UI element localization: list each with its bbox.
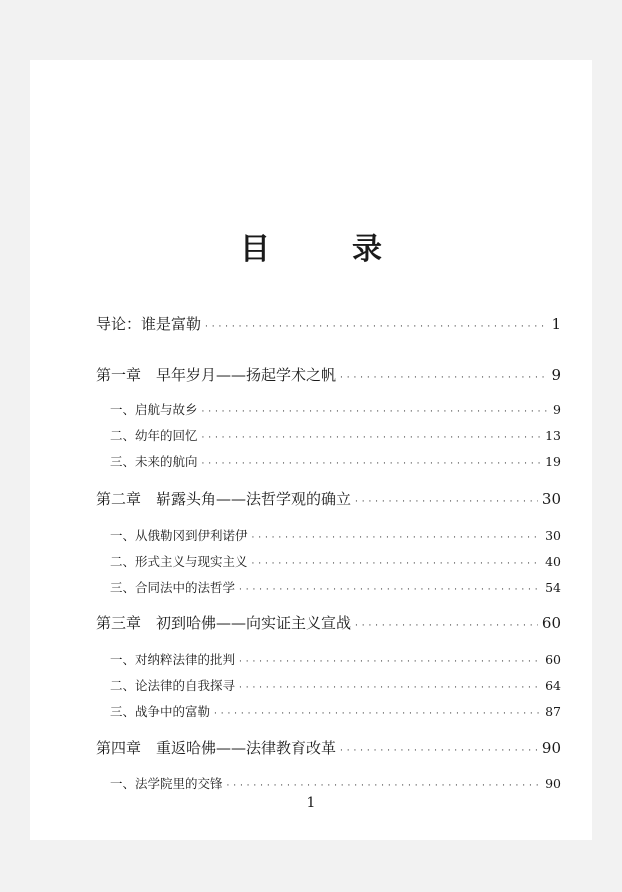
toc-entry-page: 64	[545, 678, 561, 693]
toc-entry-section[interactable]	[110, 676, 561, 694]
toc-entry-page: 40	[545, 554, 561, 569]
toc-entry-section[interactable]	[110, 650, 561, 668]
toc-entry-page: 87	[545, 704, 561, 719]
toc-entry-label: 一、从俄勒冈到伊利诺伊	[110, 528, 248, 543]
dot-leader	[202, 407, 550, 417]
toc-entry-label: 导论：谁是富勒	[96, 315, 202, 333]
dot-leader	[205, 322, 547, 332]
toc-entry-section[interactable]	[110, 552, 561, 570]
toc-entry-page: 60	[545, 652, 561, 667]
toc-entry-page: 1	[551, 315, 561, 333]
toc-entry-label: 一、法学院里的交锋	[110, 776, 223, 791]
toc-entry-label: 三、未来的航向	[110, 454, 198, 469]
toc-entry-page: 13	[545, 428, 561, 443]
dot-leader	[252, 533, 542, 543]
toc-entry-label: 第二章 崭露头角——法哲学观的确立	[96, 490, 352, 508]
toc-entry-section[interactable]	[110, 578, 561, 596]
toc-entry-page: 54	[545, 580, 561, 595]
toc-entry-label: 三、合同法中的法哲学	[110, 580, 236, 595]
toc-entry-section[interactable]	[110, 526, 561, 544]
toc-entry-section[interactable]	[110, 400, 561, 418]
toc-entry-section[interactable]	[110, 426, 561, 444]
dot-leader	[214, 709, 541, 719]
toc-entry-page: 30	[541, 490, 561, 508]
toc-entry-label: 第一章 早年岁月——扬起学术之帆	[96, 366, 337, 384]
toc-entry-label: 第四章 重返哈佛——法律教育改革	[96, 739, 337, 757]
toc-entry-section[interactable]	[110, 452, 561, 470]
toc-entry-page: 90	[545, 776, 561, 791]
dot-leader	[355, 621, 538, 631]
dot-leader	[355, 497, 538, 507]
toc-entry-label: 一、启航与故乡	[110, 402, 198, 417]
toc-entry-page: 9	[553, 402, 561, 417]
toc-entry-label: 第三章 初到哈佛——向实证主义宣战	[96, 614, 352, 632]
toc-entry-label: 二、论法律的自我探寻	[110, 678, 236, 693]
toc-entry-intro[interactable]	[96, 313, 561, 334]
dot-leader	[202, 433, 542, 443]
dot-leader	[239, 657, 541, 667]
toc-entry-section[interactable]	[110, 774, 561, 792]
toc-title: 目 录	[240, 232, 408, 267]
dot-leader	[340, 373, 547, 383]
toc-entry-label: 二、幼年的回忆	[110, 428, 198, 443]
toc-entry-chapter-2[interactable]	[96, 488, 561, 509]
toc-entry-section[interactable]	[110, 702, 561, 720]
toc-entry-label: 一、对纳粹法律的批判	[110, 652, 236, 667]
toc-entry-page: 19	[545, 454, 561, 469]
dot-leader	[239, 585, 541, 595]
document-page	[30, 60, 592, 840]
toc-entry-page: 90	[541, 739, 561, 757]
toc-entry-page: 30	[545, 528, 561, 543]
toc-entry-label: 三、战争中的富勒	[110, 704, 211, 719]
toc-entry-page: 9	[551, 366, 561, 384]
dot-leader	[239, 683, 541, 693]
toc-entry-chapter-3[interactable]	[96, 612, 561, 633]
page-number: 1	[306, 795, 316, 811]
toc-entry-chapter-4[interactable]	[96, 737, 561, 758]
toc-entry-chapter-1[interactable]	[96, 364, 561, 385]
dot-leader	[202, 459, 542, 469]
toc-entry-page: 60	[541, 614, 561, 632]
dot-leader	[252, 559, 542, 569]
dot-leader	[227, 781, 542, 791]
dot-leader	[340, 746, 538, 756]
toc-entry-label: 二、形式主义与现实主义	[110, 554, 248, 569]
